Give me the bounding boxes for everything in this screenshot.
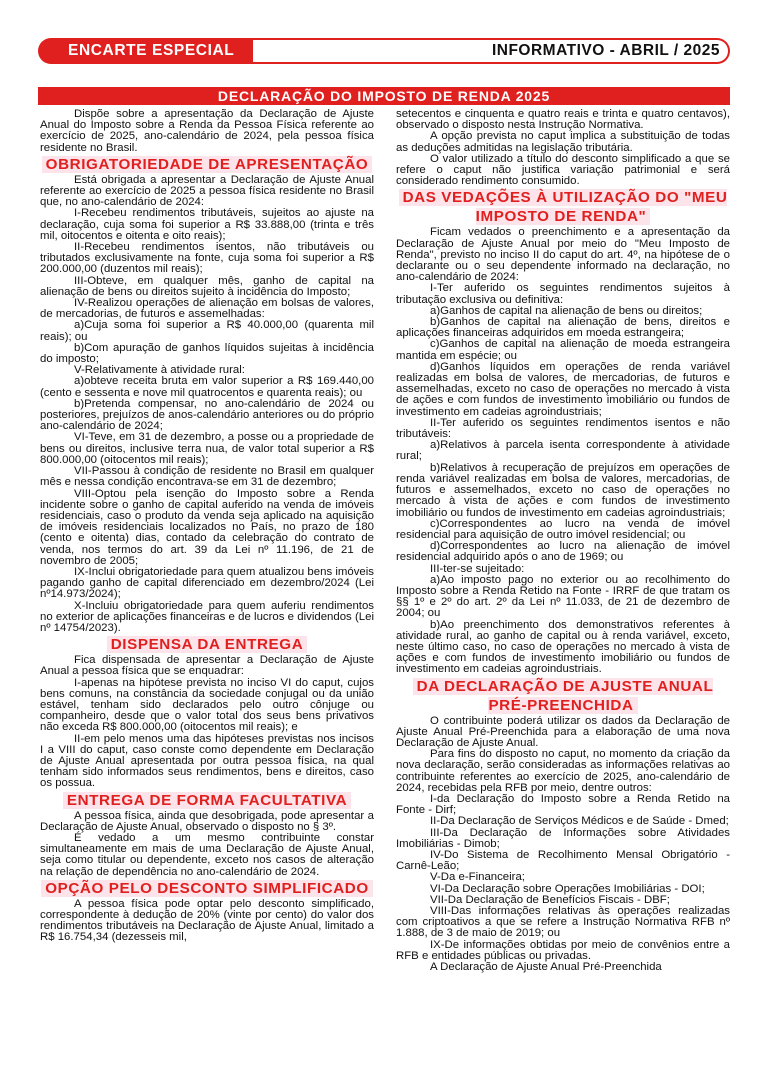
paragraph: I-Ter auferido os seguintes rendimentos sujeitos à tributação exclusiva ou definitiva: — [396, 282, 730, 306]
paragraph: I-apenas na hipótese prevista no inciso VI do caput, cujos bens comuns, na constância da sociedade conjugal ou da união estável, tenham sido declarados pelo outro cônjuge ou companheiro, desde que o valor total dos seus bens privativos não exceda R$ 800.000,00 (oitocentos mil reais); e — [40, 676, 374, 734]
paragraph: I-da Declaração do Imposto sobre a Renda Retido na Fonte - Dirf; — [396, 792, 730, 817]
section-heading: DAS VEDAÇÕES À UTILIZAÇÃO DO "MEU IMPOSTO DE RENDA" — [396, 188, 730, 226]
paragraph: II-Ter auferido os seguintes rendimentos isentos e não tributáveis: — [396, 416, 730, 441]
section-heading: OBRIGATORIEDADE DE APRESENTAÇÃO — [40, 155, 374, 174]
paragraph: a)Relativos à parcela isenta correspondente à atividade rural; — [396, 439, 730, 463]
paragraph: III-ter-se sujeitado: — [430, 562, 525, 575]
paragraph: II-em pelo menos uma das hipóteses previstas nos incisos I a VIII do caput, caso conste como dependente em Declaração de Ajuste Anual apresentada por outra pessoa física, na qual tenham sido informados seus rendimentos, bens e direitos, caso os possua. — [40, 732, 374, 790]
section-label: ENCARTE ESPECIAL — [38, 38, 253, 64]
paragraph: a)obteve receita bruta em valor superior a R$ 169.440,00 (cento e sessenta e nove mil quatrocentos e quarenta reais); ou — [40, 375, 374, 399]
paragraph: Dispõe sobre a apresentação da Declaração de Ajuste Anual do Imposto sobre a Renda da Pessoa Física referente ao exercício de 2025, ano-calendário de 2024, pela pessoa física residente no Brasil. — [40, 108, 374, 154]
section-heading: DISPENSA DA ENTREGA — [40, 635, 374, 654]
paragraph: VII-Passou à condição de residente no Brasil em qualquer mês e nessa condição encontrava-se em 31 de dezembro; — [40, 465, 374, 489]
paragraph: c)Correspondentes ao lucro na venda de imóvel residencial para aquisição de outro imóvel residencial; ou — [396, 517, 730, 541]
paragraph: X-Incluiu obrigatoriedade para quem auferiu rendimentos no exterior de aplicações financeiras e de lucros e dividendos (Lei nº 14754/2023). — [40, 599, 374, 634]
paragraph: I-Recebeu rendimentos tributáveis, sujeitos ao ajuste na declaração, cuja soma foi superior a R$ 33.888,00 (trinta e três mil, oitocentos e oitenta e oito reais); — [40, 207, 374, 242]
paragraph: V-Relativamente à atividade rural: — [74, 364, 245, 377]
paragraph: b)Ganhos de capital na alienação de bens, direitos e aplicações financeiras adquiridos em moeda estrangeira; — [396, 316, 730, 340]
paragraph: II-Recebeu rendimentos isentos, não tributáveis ou tributados exclusivamente na fonte, cuja soma foi superior a R$ 200.000,00 (duzentos mil reais); — [40, 241, 374, 276]
issue-label: INFORMATIVO - ABRIL / 2025 — [253, 38, 730, 64]
paragraph: b)Relativos à recuperação de prejuízos em operações de renda variável realizadas em bolsa de valores, mercadorias, de futuros e assemelhados, exceto no caso de operações no mercado à vista de ações e com fundos de investimento imobiliário ou fundos de investimento em cadeias agroindustriais; — [396, 461, 730, 519]
paragraph: a)Ao imposto pago no exterior ou ao recolhimento do Imposto sobre a Renda Retido na Fonte - IRRF de que tratam os §§ 1º e 2º do art. 2º da Lei nº 11.033, de 21 de dezembro de 2004; ou — [396, 573, 730, 620]
paragraph: IX-De informações obtidas por meio de convênios entre a RFB e entidades públicas ou privadas. — [396, 938, 730, 962]
paragraph: O contribuinte poderá utilizar os dados da Declaração de Ajuste Anual Pré-Preenchida para a elaboração de uma nova Declaração de Ajuste Anual. — [396, 714, 730, 749]
column-right — [396, 109, 730, 973]
paragraph: b)Com apuração de ganhos líquidos sujeitas à incidência do imposto; — [40, 341, 374, 366]
paragraph: A pessoa física, ainda que desobrigada, pode apresentar a Declaração de Ajuste Anual, observado o disposto no § 3º. — [40, 809, 374, 833]
paragraph: VI-Teve, em 31 de dezembro, a posse ou a propriedade de bens ou direitos, inclusive terra nua, de valor total superior a R$ 800.000,00 (oitocentos mil reais); — [40, 431, 374, 466]
paragraph: V-Da e-Financeira; — [430, 871, 525, 884]
paragraph: setecentos e cinquenta e quatro reais e trinta e quatro centavos), observado o disposto nesta Instrução Normativa. — [396, 108, 730, 132]
page-header — [38, 38, 730, 64]
column-left — [40, 109, 374, 944]
section-heading: ENTREGA DE FORMA FACULTATIVA — [40, 791, 374, 810]
article-title: DECLARAÇÃO DO IMPOSTO DE RENDA 2025 — [38, 87, 730, 105]
paragraph: É vedado a um mesmo contribuinte constar simultaneamente em mais de uma Declaração de Ajuste Anual, seja como titular ou dependente, exceto nos casos de alteração na relação de dependência no ano-calendário de 2024. — [40, 831, 374, 878]
paragraph: b)Ao preenchimento dos demonstrativos referentes à atividade rural, ao ganho de capital ou à renda variável, exceto, neste último caso, no caso de operações no mercado à vista de ações e com fundos de investimento imobiliário ou fundos de investimento em cadeias agroindustriais. — [396, 618, 730, 676]
section-heading: DA DECLARAÇÃO DE AJUSTE ANUAL PRÉ-PREENCHIDA — [396, 677, 730, 715]
paragraph: VIII-Das informações relativas às operações realizadas com criptoativos a que se refere a Instrução Normativa RFB nº 1.888, de 3 de maio de 2019; ou — [396, 905, 730, 940]
paragraph: VI-Da Declaração sobre Operações Imobiliárias - DOI; — [430, 882, 705, 895]
paragraph: O valor utilizado a título do desconto simplificado a que se refere o caput não justifica variação patrimonial e será considerado rendimento consumido. — [396, 152, 730, 188]
paragraph: Ficam vedados o preenchimento e a apresentação da Declaração de Ajuste Anual por meio do "Meu Imposto de Renda", previsto no inciso II do caput do art. 4º, na hipótese de o declarante ou o seu dependente informado na declaração, no ano-calendário de 2024: — [396, 226, 730, 284]
paragraph: d)Ganhos líquidos em operações de renda variável realizadas em bolsa de valores, de mercadorias, de futuros e assemelhadas, exceto no caso de operações no mercado à vista de ações e com fundos de investimento imobiliário ou fundos de investimento em cadeias agroindustriais; — [396, 360, 730, 418]
paragraph: IV-Realizou operações de alienação em bolsas de valores, de mercadorias, de futuros e assemelhadas: — [40, 297, 374, 321]
paragraph: IV-Do Sistema de Recolhimento Mensal Obrigatório - Carnê-Leão; — [396, 848, 730, 873]
paragraph: a)Cuja soma foi superior a R$ 40.000,00 (quarenta mil reais); ou — [40, 319, 374, 343]
paragraph: VII-Da Declaração de Benefícios Fiscais - DBF; — [430, 893, 670, 906]
paragraph: A Declaração de Ajuste Anual Pré-Preenchida — [430, 961, 662, 974]
paragraph: b)Pretenda compensar, no ano-calendário de 2024 ou posteriores, prejuízos de anos-calendário anteriores ou do próprio ano-calendário de 2024; — [40, 397, 374, 433]
paragraph: Está obrigada a apresentar a Declaração de Ajuste Anual referente ao exercício de 2025 a pessoa física residente no Brasil que, no ano-calendário de 2024: — [40, 173, 374, 209]
paragraph: A opção prevista no caput implica a substituição de todas as deduções admitidas na legislação tributária. — [396, 130, 730, 154]
paragraph: a)Ganhos de capital na alienação de bens ou direitos; — [430, 304, 703, 317]
paragraph: IX-Inclui obrigatoriedade para quem atualizou bens imóveis pagando ganho de capital diferenciado em dezembro/2024 (Lei nº14.973/2024); — [40, 565, 374, 601]
paragraph: III-Obteve, em qualquer mês, ganho de capital na alienação de bens ou direitos sujeito à incidência do Imposto; — [40, 274, 374, 298]
paragraph: c)Ganhos de capital na alienação de moeda estrangeira mantida em espécie; ou — [396, 338, 730, 362]
paragraph: A pessoa física pode optar pelo desconto simplificado, correspondente à dedução de 20% (vinte por cento) do valor dos rendimentos tributáveis na Declaração de Ajuste Anual, limitado a R$ 16.754,34 (dezesseis mil, — [40, 897, 374, 944]
paragraph: d)Correspondentes ao lucro na alienação de imóvel residencial adquirido após o ano de 1969; ou — [396, 540, 730, 564]
paragraph: III-Da Declaração de Informações sobre Atividades Imobiliárias - Dimob; — [396, 826, 730, 850]
paragraph: VIII-Optou pela isenção do Imposto sobre a Renda incidente sobre o ganho de capital auferido na venda de imóveis residenciais, caso o produto da venda seja aplicado na aquisição de imóveis residenciais localizados no País, no prazo de 180 (cento e oitenta) dias, contado da celebração do contrato de venda, nos termos do art. 39 da Lei nº 11.196, de 21 de novembro de 2005; — [40, 487, 374, 567]
paragraph: II-Da Declaração de Serviços Médicos e de Saúde - Dmed; — [430, 815, 729, 828]
paragraph: Fica dispensada de apresentar a Declaração de Ajuste Anual a pessoa física que se enquadrar: — [40, 654, 374, 678]
section-heading: OPÇÃO PELO DESCONTO SIMPLIFICADO — [40, 879, 374, 898]
paragraph: Para fins do disposto no caput, no momento da criação da nova declaração, serão consideradas as informações relativas ao contribuinte referentes ao exercício de 2025, ano-calendário de 2024, recebidas pela RFB por meio, dentre outros: — [396, 748, 730, 794]
